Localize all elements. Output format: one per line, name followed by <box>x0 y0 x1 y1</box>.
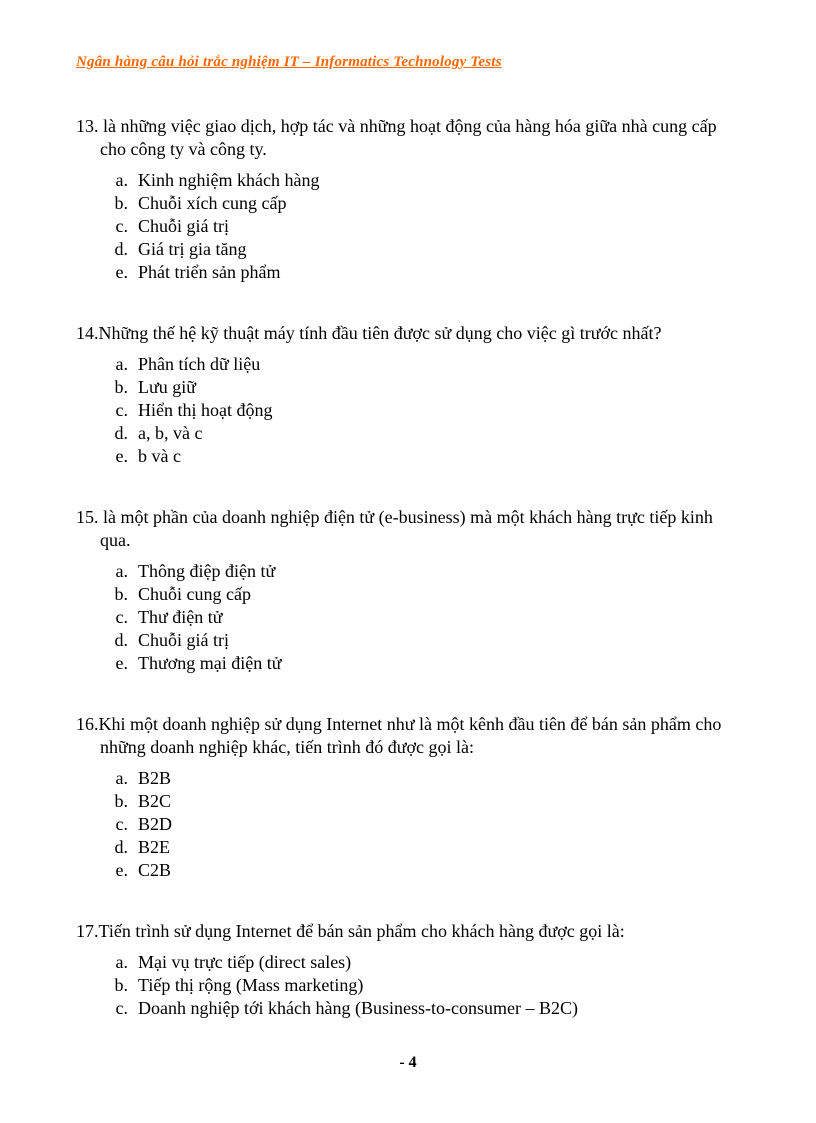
option-text: C2B <box>138 860 172 880</box>
option-text: Phát triển sản phẩm <box>138 262 281 282</box>
option-text: Chuỗi giá trị <box>138 216 229 236</box>
page-number <box>0 1054 816 1072</box>
question-14 <box>76 322 742 468</box>
option-text: B2B <box>138 768 172 788</box>
option-list <box>76 353 742 468</box>
option-item <box>76 215 742 238</box>
option-text: Lưu giữ <box>138 377 197 397</box>
option-item <box>76 997 742 1020</box>
question-text: 15. là một phần của doanh nghiệp điện tử (e-business) mà một khách hàng trực tiếp kinh qua. <box>76 507 713 550</box>
option-item <box>76 560 742 583</box>
option-item <box>76 836 742 859</box>
option-letter: a. <box>115 561 128 581</box>
option-item <box>76 859 742 882</box>
option-letter: d. <box>114 423 128 443</box>
option-letter: c. <box>115 216 128 236</box>
option-text: Kinh nghiệm khách hàng <box>138 170 320 190</box>
option-text: Giá trị gia tăng <box>138 239 247 259</box>
option-letter: c. <box>115 607 128 627</box>
option-letter: d. <box>114 239 128 259</box>
option-item <box>76 445 742 468</box>
option-letter: e. <box>115 653 128 673</box>
question-text: 16.Khi một doanh nghiệp sử dụng Internet như là một kênh đầu tiên để bán sản phẩm cho những doanh nghiệp khác, tiến trình đó được gọi là: <box>76 714 722 757</box>
option-item <box>76 951 742 974</box>
question-15 <box>76 506 742 675</box>
option-text: Phân tích dữ liệu <box>138 354 261 374</box>
option-item <box>76 192 742 215</box>
option-text: B2E <box>138 837 171 857</box>
option-list <box>76 560 742 675</box>
option-item <box>76 629 742 652</box>
option-letter: d. <box>114 630 128 650</box>
option-item <box>76 974 742 997</box>
option-item <box>76 399 742 422</box>
option-item <box>76 169 742 192</box>
option-item <box>76 767 742 790</box>
option-letter: e. <box>115 860 128 880</box>
option-letter: b. <box>114 791 128 811</box>
option-item <box>76 261 742 284</box>
option-letter: c. <box>115 400 128 420</box>
option-text: Hiển thị hoạt động <box>138 400 273 420</box>
option-item <box>76 353 742 376</box>
option-letter: b. <box>114 584 128 604</box>
option-text: B2C <box>138 791 172 811</box>
option-item <box>76 238 742 261</box>
page-number-text: - 4 <box>399 1054 417 1071</box>
option-item <box>76 606 742 629</box>
option-letter: a. <box>115 768 128 788</box>
option-letter: c. <box>115 814 128 834</box>
option-item <box>76 813 742 836</box>
option-letter: b. <box>114 377 128 397</box>
question-text: 13. là những việc giao dịch, hợp tác và những hoạt động của hàng hóa giữa nhà cung cấp cho công ty và công ty. <box>76 116 717 159</box>
option-letter: a. <box>115 354 128 374</box>
option-letter: e. <box>115 262 128 282</box>
question-text: 17.Tiến trình sử dụng Internet để bán sản phẩm cho khách hàng được gọi là: <box>76 921 625 941</box>
option-text: Tiếp thị rộng (Mass marketing) <box>138 975 364 995</box>
option-letter: a. <box>115 170 128 190</box>
option-item <box>76 790 742 813</box>
option-list <box>76 169 742 284</box>
option-text: Chuỗi giá trị <box>138 630 229 650</box>
option-text: b và c <box>138 446 181 466</box>
option-letter: a. <box>115 952 128 972</box>
option-letter: b. <box>114 193 128 213</box>
option-letter: b. <box>114 975 128 995</box>
option-text: Thương mại điện tử <box>138 653 282 673</box>
question-13 <box>76 115 742 284</box>
option-item <box>76 652 742 675</box>
question-17 <box>76 920 742 1020</box>
option-item <box>76 376 742 399</box>
option-list <box>76 951 742 1020</box>
option-text: Chuỗi xích cung cấp <box>138 193 287 213</box>
option-item <box>76 422 742 445</box>
option-letter: c. <box>115 998 128 1018</box>
option-letter: d. <box>114 837 128 857</box>
option-item <box>76 583 742 606</box>
question-text: 14.Những thế hệ kỹ thuật máy tính đầu tiên được sử dụng cho việc gì trước nhất? <box>76 323 662 343</box>
option-text: B2D <box>138 814 173 834</box>
option-text: Mại vụ trực tiếp (direct sales) <box>138 952 352 972</box>
question-16 <box>76 713 742 882</box>
option-text: a, b, và c <box>138 423 203 443</box>
page-header-title: Ngân hàng câu hỏi trắc nghiệm IT – Informatics Technology Tests <box>76 54 502 70</box>
option-list <box>76 767 742 882</box>
option-text: Thông điệp điện tử <box>138 561 276 581</box>
question-list <box>76 115 742 1058</box>
option-letter: e. <box>115 446 128 466</box>
option-text: Thư điện tử <box>138 607 223 627</box>
option-text: Chuỗi cung cấp <box>138 584 251 604</box>
option-text: Doanh nghiệp tới khách hàng (Business-to-consumer – B2C) <box>138 998 578 1018</box>
